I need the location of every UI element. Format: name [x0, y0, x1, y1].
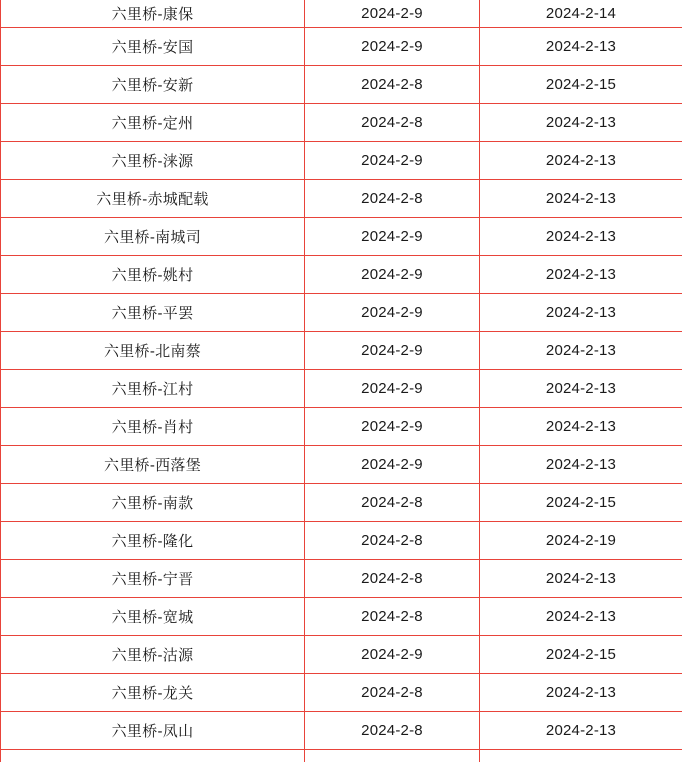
start-date-cell: 2024-2-9: [305, 446, 480, 484]
start-date-cell: 2024-2-8: [305, 598, 480, 636]
end-date-cell: 2024-2-13: [480, 332, 682, 370]
route-name-cell: 六里桥-南款: [1, 484, 305, 522]
route-name-cell: 六里桥-宽城: [1, 598, 305, 636]
route-name-cell: 六里桥-宁晋: [1, 560, 305, 598]
start-date-cell: 2024-2-8: [305, 484, 480, 522]
end-date-cell: 2024-2-13: [480, 180, 682, 218]
end-date-cell: 2024-2-13: [480, 294, 682, 332]
end-date-cell: 2024-2-13: [480, 408, 682, 446]
start-date-cell: 2024-2-8: [305, 712, 480, 750]
table-row: [1, 142, 682, 180]
end-date-cell: 2024-2-15: [480, 636, 682, 674]
end-date-cell: 2024-2-19: [480, 522, 682, 560]
end-date-cell: 2024-2-13: [480, 104, 682, 142]
start-date-cell: 2024-2-8: [305, 560, 480, 598]
start-date-cell: 2024-2-9: [305, 636, 480, 674]
route-name-cell: 六里桥-江村: [1, 370, 305, 408]
table-row: [1, 180, 682, 218]
table-row: [1, 484, 682, 522]
start-date-cell: 2024-2-8: [305, 674, 480, 712]
end-date-cell: 2024-2-13: [480, 370, 682, 408]
table-row: [1, 636, 682, 674]
start-date-cell: 2024-2-9: [305, 218, 480, 256]
table-row: [1, 66, 682, 104]
route-name-cell: 六里桥-肖村: [1, 408, 305, 446]
route-name-cell: 六里桥-赤城配载: [1, 180, 305, 218]
route-schedule-table-body: [1, 0, 682, 762]
start-date-cell: 2024-2-9: [305, 142, 480, 180]
table-row: [1, 560, 682, 598]
table-row: [1, 294, 682, 332]
route-name-cell: 六里桥-北南蔡: [1, 332, 305, 370]
start-date-cell: 2024-2-9: [305, 28, 480, 66]
route-name-cell: 六里桥-康保: [1, 0, 305, 28]
table-row: [1, 332, 682, 370]
end-date-cell: 2024-2-13: [480, 218, 682, 256]
route-name-cell: 六里桥-定州: [1, 104, 305, 142]
end-date-cell: 2024-2-13: [480, 28, 682, 66]
end-date-cell: 2024-2-15: [480, 484, 682, 522]
start-date-cell: 2024-2-9: [305, 0, 480, 28]
end-date-cell: 2024-2-14: [480, 0, 682, 28]
route-name-cell: 六里桥-平罢: [1, 294, 305, 332]
end-date-cell: [480, 750, 682, 762]
route-name-cell: 六里桥-涞源: [1, 142, 305, 180]
table-row: [1, 370, 682, 408]
end-date-cell: 2024-2-13: [480, 598, 682, 636]
start-date-cell: 2024-2-9: [305, 332, 480, 370]
route-name-cell: 六里桥-龙关: [1, 674, 305, 712]
end-date-cell: 2024-2-15: [480, 66, 682, 104]
end-date-cell: 2024-2-13: [480, 674, 682, 712]
route-name-cell: [1, 750, 305, 762]
table-row: [1, 256, 682, 294]
route-name-cell: 六里桥-安新: [1, 66, 305, 104]
start-date-cell: 2024-2-9: [305, 256, 480, 294]
table-row: [1, 218, 682, 256]
end-date-cell: 2024-2-13: [480, 712, 682, 750]
start-date-cell: 2024-2-9: [305, 408, 480, 446]
route-name-cell: 六里桥-隆化: [1, 522, 305, 560]
route-name-cell: 六里桥-凤山: [1, 712, 305, 750]
table-row: [1, 712, 682, 750]
table-row: [1, 674, 682, 712]
table-row: [1, 0, 682, 28]
route-name-cell: 六里桥-西落堡: [1, 446, 305, 484]
table-row: [1, 28, 682, 66]
start-date-cell: 2024-2-8: [305, 104, 480, 142]
start-date-cell: 2024-2-9: [305, 370, 480, 408]
end-date-cell: 2024-2-13: [480, 142, 682, 180]
start-date-cell: [305, 750, 480, 762]
table-row: [1, 408, 682, 446]
table-row: [1, 598, 682, 636]
table-row: [1, 750, 682, 762]
table-row: [1, 104, 682, 142]
start-date-cell: 2024-2-8: [305, 522, 480, 560]
route-name-cell: 六里桥-沽源: [1, 636, 305, 674]
start-date-cell: 2024-2-9: [305, 294, 480, 332]
table-row: [1, 522, 682, 560]
end-date-cell: 2024-2-13: [480, 256, 682, 294]
route-name-cell: 六里桥-安国: [1, 28, 305, 66]
end-date-cell: 2024-2-13: [480, 446, 682, 484]
route-name-cell: 六里桥-南城司: [1, 218, 305, 256]
table-row: [1, 446, 682, 484]
route-name-cell: 六里桥-姚村: [1, 256, 305, 294]
end-date-cell: 2024-2-13: [480, 560, 682, 598]
start-date-cell: 2024-2-8: [305, 180, 480, 218]
start-date-cell: 2024-2-8: [305, 66, 480, 104]
